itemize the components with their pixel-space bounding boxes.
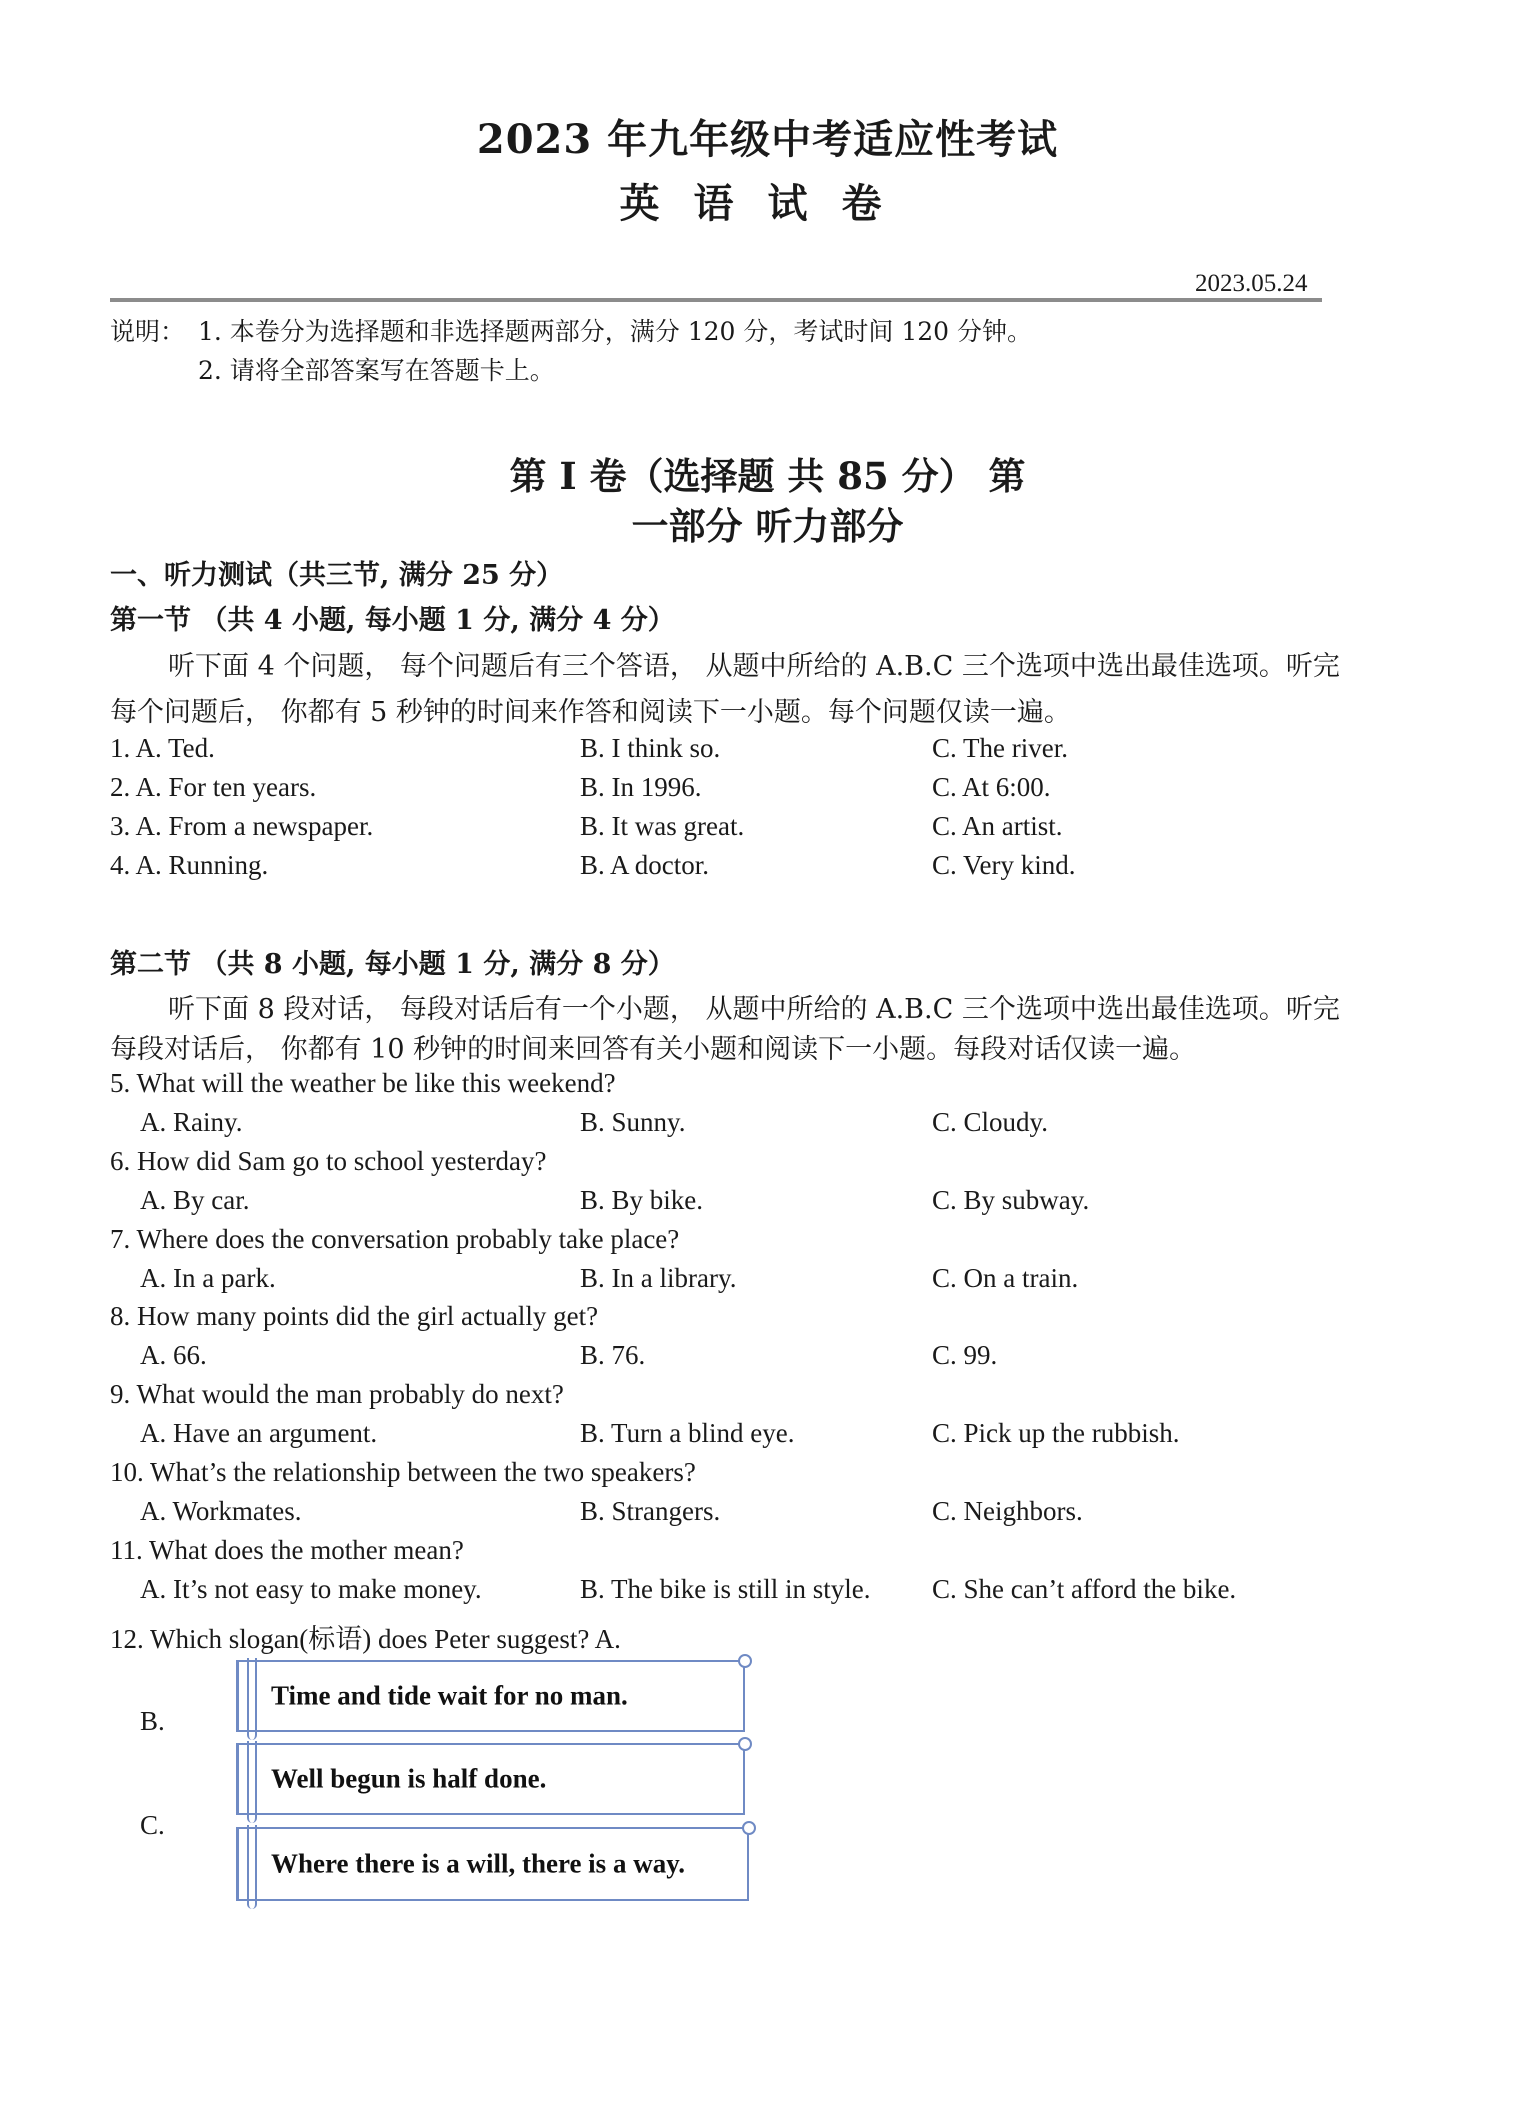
q11-option-c: C. She can’t afford the bike. <box>932 1574 1237 1604</box>
q8-text: 8. How many points did the girl actually get? <box>110 1301 599 1331</box>
listening-heading: 一、听力测试（共三节, 满分 25 分） <box>110 560 564 591</box>
q7-option-b: B. In a library. <box>580 1263 737 1293</box>
slogan-c-text: Where there is a will, there is a way. <box>271 1848 685 1879</box>
q2-option-a: 2. A. For ten years. <box>110 772 317 802</box>
part-title-line-1: 第 I 卷（选择题 共 85 分） 第 <box>509 454 1026 498</box>
q5-option-b: B. Sunny. <box>580 1107 686 1137</box>
q6-option-b: B. By bike. <box>580 1185 704 1215</box>
q9-option-c: C. Pick up the rubbish. <box>932 1418 1180 1448</box>
q2-option-b: B. In 1996. <box>580 772 702 802</box>
q8-option-a: A. 66. <box>140 1340 207 1370</box>
section-1-heading: 第一节 （共 4 小题, 每小题 1 分, 满分 4 分） <box>110 605 675 636</box>
section-2-desc-1: 听下面 8 段对话， 每段对话后有一个小题， 从题中所给的 A.B.C 三个选项中选出最佳选项。听完 <box>168 994 1340 1025</box>
q6-option-c: C. By subway. <box>932 1185 1090 1215</box>
q10-option-c: C. Neighbors. <box>932 1496 1083 1526</box>
slogan-scroll-b <box>236 1743 745 1815</box>
q6-text: 6. How did Sam go to school yesterday? <box>110 1146 547 1176</box>
slogan-scroll-c <box>236 1827 749 1901</box>
exam-subtitle: 英语试卷 <box>619 180 916 227</box>
q5-text: 5. What will the weather be like this weekend? <box>110 1068 616 1098</box>
q10-option-b: B. Strangers. <box>580 1496 721 1526</box>
q11-option-a: A. It’s not easy to make money. <box>140 1574 482 1604</box>
q8-option-b: B. 76. <box>580 1340 646 1370</box>
q1-option-b: B. I think so. <box>580 733 721 763</box>
q11-text: 11. What does the mother mean? <box>110 1535 464 1565</box>
section-2-heading: 第二节 （共 8 小题, 每小题 1 分, 满分 8 分） <box>110 949 675 980</box>
instruction-line-1: 1. 本卷分为选择题和非选择题两部分，满分 120 分，考试时间 120 分钟。 <box>198 317 1033 346</box>
q6-option-a: A. By car. <box>140 1185 250 1215</box>
q12-label-c: C. <box>140 1810 165 1840</box>
q11-option-b: B. The bike is still in style. <box>580 1574 871 1604</box>
q10-text: 10. What’s the relationship between the two speakers? <box>110 1457 696 1487</box>
slogan-a-text: Time and tide wait for no man. <box>271 1680 628 1711</box>
exam-date: 2023.05.24 <box>1195 270 1308 297</box>
part-title-line-2: 一部分 听力部分 <box>631 504 904 548</box>
q9-option-b: B. Turn a blind eye. <box>580 1418 795 1448</box>
q12-label-b: B. <box>140 1706 165 1736</box>
q1-option-a: 1. A. Ted. <box>110 733 215 763</box>
q4-option-b: B. A doctor. <box>580 850 710 880</box>
q1-option-c: C. The river. <box>932 733 1068 763</box>
q2-option-c: C. At 6:00. <box>932 772 1051 802</box>
exam-title: 2023 年九年级中考适应性考试 <box>476 116 1059 163</box>
q5-option-a: A. Rainy. <box>140 1107 243 1137</box>
slogan-b-text: Well begun is half done. <box>271 1763 547 1794</box>
q9-option-a: A. Have an argument. <box>140 1418 378 1448</box>
q8-option-c: C. 99. <box>932 1340 998 1370</box>
q4-option-c: C. Very kind. <box>932 850 1076 880</box>
q3-option-a: 3. A. From a newspaper. <box>110 811 374 841</box>
slogan-scroll-a <box>236 1660 745 1732</box>
q7-option-c: C. On a train. <box>932 1263 1079 1293</box>
q7-option-a: A. In a park. <box>140 1263 276 1293</box>
section-2-desc-2: 每段对话后， 你都有 10 秒钟的时间来回答有关小题和阅读下一小题。每段对话仅读一遍。 <box>110 1034 1197 1065</box>
section-1-desc-1: 听下面 4 个问题， 每个问题后有三个答语， 从题中所给的 A.B.C 三个选项中选出最佳选项。听完 <box>168 651 1340 682</box>
instructions-label: 说明： <box>110 317 186 346</box>
header-rule <box>110 298 1322 302</box>
q3-option-c: C. An artist. <box>932 811 1063 841</box>
instruction-line-2: 2. 请将全部答案写在答题卡上。 <box>198 356 555 385</box>
q5-option-c: C. Cloudy. <box>932 1107 1049 1137</box>
q9-text: 9. What would the man probably do next? <box>110 1379 564 1409</box>
q4-option-a: 4. A. Running. <box>110 850 269 880</box>
q12-text: 12. Which slogan(标语) does Peter suggest? A. <box>110 1624 621 1654</box>
section-1-desc-2: 每个问题后， 你都有 5 秒钟的时间来作答和阅读下一小题。每个问题仅读一遍。 <box>110 697 1071 728</box>
q3-option-b: B. It was great. <box>580 811 745 841</box>
q10-option-a: A. Workmates. <box>140 1496 302 1526</box>
q7-text: 7. Where does the conversation probably take place? <box>110 1224 680 1254</box>
